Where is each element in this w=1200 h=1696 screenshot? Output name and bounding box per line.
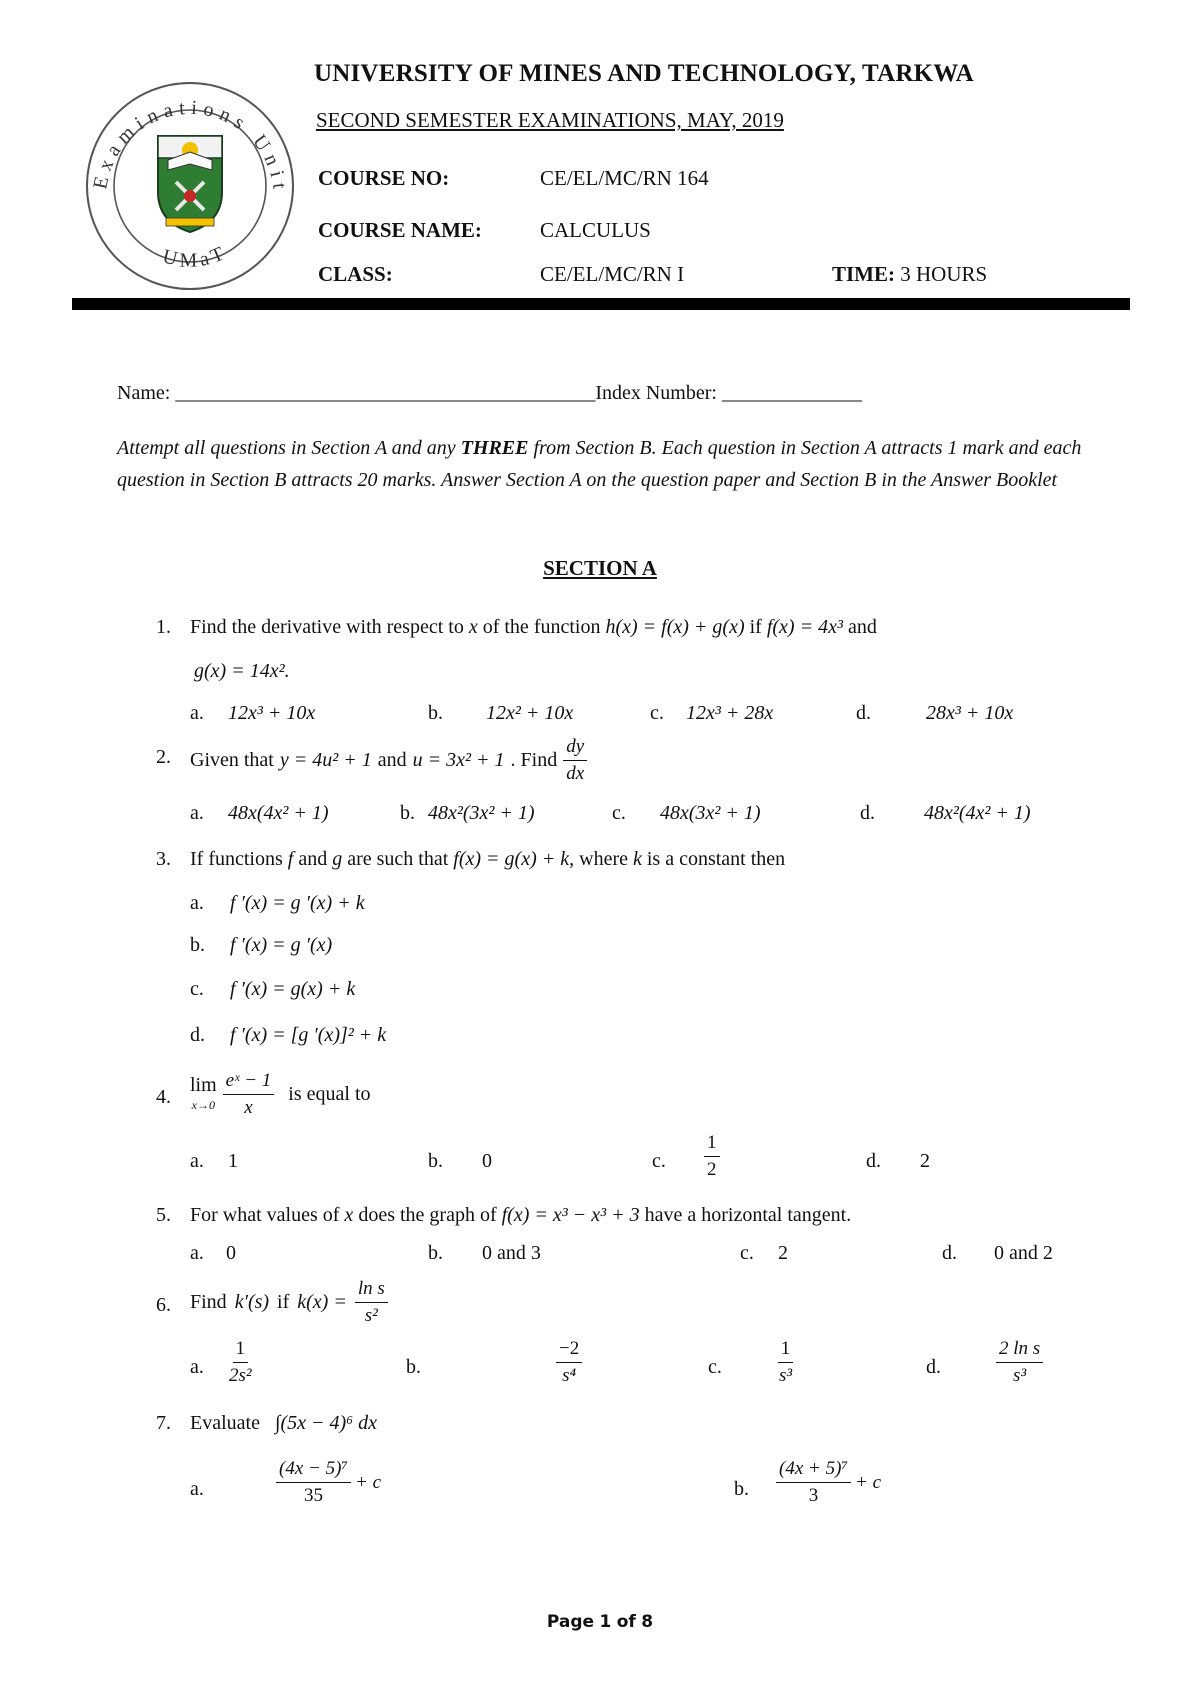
- index-blank[interactable]: ______________: [721, 382, 862, 404]
- q6-expr: k′(s): [234, 1291, 270, 1313]
- q1-opt-c-letter: c.: [650, 702, 664, 724]
- q3-k: k: [632, 848, 642, 870]
- examinations-unit-seal: [84, 80, 296, 292]
- q7-opt-b[interactable]: [776, 1456, 881, 1509]
- instructions-emphasis: THREE: [460, 437, 529, 459]
- q6-opt-a-den: 2s²: [229, 1365, 252, 1386]
- page-footer: [0, 1612, 1200, 1632]
- q7-opt-b-plus-c: + c: [855, 1471, 882, 1493]
- q5-stem3: have a horizontal tangent.: [644, 1204, 852, 1226]
- q6-frac-den: s²: [364, 1305, 378, 1326]
- q5-opt-a-letter: a.: [190, 1242, 204, 1264]
- q1-opt-b-letter: b.: [428, 702, 443, 724]
- q5-opt-b[interactable]: 0 and 3: [482, 1242, 541, 1264]
- q1-opt-a[interactable]: 12x³ + 10x: [228, 702, 316, 724]
- q6-opt-a-letter: a.: [190, 1356, 204, 1378]
- q6-opt-b-num: −2: [556, 1336, 582, 1363]
- q1-opt-a-letter: a.: [190, 702, 204, 724]
- q2-expr2: u = 3x² + 1: [412, 749, 505, 771]
- q1-text: [190, 616, 877, 639]
- time-label: TIME:: [832, 262, 895, 286]
- q1-opt-d-letter: d.: [856, 702, 871, 724]
- q1-expr3: g(x) = 14x².: [194, 660, 290, 682]
- time-field: [832, 262, 987, 287]
- q5-expr: f(x) = x³ − x³ + 3: [501, 1204, 640, 1226]
- q6-expr2: k(x) =: [297, 1291, 347, 1313]
- q3-and: and: [298, 848, 328, 870]
- section-title: SECTION A: [543, 556, 657, 580]
- q2-frac-den: dx: [566, 763, 585, 784]
- q3-opt-c[interactable]: f ′(x) = g(x) + k: [230, 978, 356, 1000]
- q1-expr: h(x) = f(x) + g(x): [605, 616, 745, 638]
- q1-stem2: of the function: [482, 616, 601, 638]
- q3-opt-b-letter: b.: [190, 934, 205, 956]
- instructions-part3: from Section B. Each question in Section A attracts 1 mark and each question in Section B attracts 20 marks. Answer Section A on the question paper and Section B in the Answer Booklet: [117, 437, 1082, 491]
- q5-opt-c-letter: c.: [740, 1242, 754, 1264]
- name-label: Name:: [117, 382, 171, 404]
- q3-where: , where: [569, 848, 628, 870]
- q4-opt-c[interactable]: [704, 1130, 720, 1183]
- q7-opt-a-num: (4x − 5)⁷: [276, 1456, 351, 1483]
- q1-and: and: [847, 616, 877, 638]
- q1-stem: Find the derivative with respect to: [190, 616, 464, 638]
- q6-fraction: [355, 1276, 388, 1329]
- q7-opt-a[interactable]: [276, 1456, 381, 1509]
- q2-find: . Find: [510, 749, 558, 771]
- q3-stem2: are such that: [347, 848, 449, 870]
- q7-opt-b-letter: b.: [734, 1478, 749, 1500]
- q3-stem4: is a constant then: [646, 848, 786, 870]
- footer-of-word: of: [616, 1612, 636, 1632]
- university-title: UNIVERSITY OF MINES AND TECHNOLOGY, TARKWA: [314, 60, 974, 87]
- q2-text: [190, 734, 587, 787]
- q7-expr: ∫(5x − 4)⁶ dx: [274, 1412, 377, 1434]
- q6-if: if: [277, 1291, 290, 1313]
- q3-stem: If functions: [190, 848, 283, 870]
- q7-text: [190, 1412, 377, 1435]
- q6-opt-a[interactable]: [226, 1336, 255, 1389]
- q4-text: [190, 1068, 371, 1121]
- q5-opt-b-letter: b.: [428, 1242, 443, 1264]
- q7-opt-a-plus-c: + c: [355, 1471, 382, 1493]
- q5-stem2: does the graph of: [358, 1204, 497, 1226]
- q4-fraction: [223, 1068, 275, 1121]
- q3-opt-a-letter: a.: [190, 892, 204, 914]
- q2-opt-c[interactable]: 48x(3x² + 1): [660, 802, 761, 824]
- q3-g: g: [332, 848, 343, 870]
- q6-stem: Find: [190, 1291, 227, 1313]
- q5-opt-c[interactable]: 2: [778, 1242, 788, 1264]
- course-name-value: CALCULUS: [540, 218, 651, 242]
- q2-opt-a-letter: a.: [190, 802, 204, 824]
- q2-opt-b[interactable]: 48x²(3x² + 1): [428, 802, 535, 824]
- q4-frac-num: eˣ − 1: [223, 1068, 275, 1095]
- q2-opt-b-letter: b.: [400, 802, 415, 824]
- q7-opt-a-letter: a.: [190, 1478, 204, 1500]
- q1-opt-b[interactable]: 12x² + 10x: [486, 702, 574, 724]
- q2-and: and: [377, 749, 407, 771]
- q2-opt-c-letter: c.: [612, 802, 626, 824]
- q4-opt-a[interactable]: 1: [228, 1150, 238, 1172]
- q6-opt-b-den: s⁴: [562, 1365, 577, 1386]
- q3-opt-b[interactable]: f ′(x) = g ′(x): [230, 934, 333, 956]
- q5-opt-a[interactable]: 0: [226, 1242, 236, 1264]
- q1-opt-d[interactable]: 28x³ + 10x: [926, 702, 1014, 724]
- q1-opt-c[interactable]: 12x³ + 28x: [686, 702, 774, 724]
- q6-opt-d-letter: d.: [926, 1356, 941, 1378]
- footer-page-total: 8: [641, 1612, 654, 1632]
- q6-opt-c[interactable]: [776, 1336, 795, 1389]
- q6-opt-a-num: 1: [233, 1336, 249, 1363]
- q6-text: [190, 1276, 388, 1329]
- q7-number: 7.: [156, 1412, 171, 1434]
- q6-opt-b-letter: b.: [406, 1356, 421, 1378]
- q7-opt-a-den: 35: [304, 1485, 323, 1506]
- q6-opt-d-num: 2 ln s: [996, 1336, 1043, 1363]
- q2-derivative-fraction: [563, 734, 587, 787]
- q2-expr: y = 4u² + 1: [279, 749, 372, 771]
- q4-lim: lim: [190, 1073, 217, 1096]
- q6-opt-d[interactable]: [996, 1336, 1043, 1389]
- q1-expr2: f(x) = 4x³: [766, 616, 843, 638]
- q3-number: 3.: [156, 848, 171, 870]
- q7-opt-b-den: 3: [808, 1485, 819, 1506]
- q7-stem: Evaluate: [190, 1412, 260, 1434]
- course-name-label: COURSE NAME:: [318, 218, 482, 242]
- footer-page-number: 1: [599, 1612, 612, 1632]
- seal-top-text: Examinations Unit: [89, 96, 292, 196]
- q3-opt-d[interactable]: f ′(x) = [g ′(x)]² + k: [230, 1024, 387, 1046]
- q3-opt-d-letter: d.: [190, 1024, 205, 1046]
- q3-text: [190, 848, 785, 871]
- q4-limit: [190, 1075, 217, 1115]
- q3-opt-a[interactable]: f ′(x) = g ′(x) + k: [230, 892, 365, 914]
- q6-opt-d-den: s³: [1013, 1365, 1027, 1386]
- instructions-part2: and any: [391, 437, 456, 459]
- q3-f: f: [287, 848, 294, 870]
- name-blank[interactable]: __________________________________________: [175, 382, 596, 404]
- footer-page-word: Page: [546, 1612, 595, 1632]
- q4-opt-c-num: 1: [704, 1130, 720, 1157]
- student-info-line: [117, 382, 862, 405]
- q6-opt-b[interactable]: [556, 1336, 582, 1389]
- q5-text: [190, 1204, 851, 1227]
- q6-opt-c-den: s³: [779, 1365, 793, 1386]
- course-no-value: CE/EL/MC/RN 164: [540, 166, 709, 190]
- q2-stem: Given that: [190, 749, 274, 771]
- q7-opt-b-num: (4x + 5)⁷: [776, 1456, 851, 1483]
- q4-opt-c-den: 2: [707, 1159, 717, 1180]
- time-value: 3 HOURS: [900, 262, 988, 286]
- q3-opt-c-letter: c.: [190, 978, 204, 1000]
- header-rule: [72, 298, 1130, 310]
- q1-number: 1.: [156, 616, 171, 638]
- q5-opt-d-letter: d.: [942, 1242, 957, 1264]
- q2-opt-d-letter: d.: [860, 802, 875, 824]
- q3-expr: f(x) = g(x) + k: [453, 848, 570, 870]
- q4-opt-d-letter: d.: [866, 1150, 881, 1172]
- q6-opt-c-num: 1: [778, 1336, 794, 1363]
- q4-opt-b[interactable]: 0: [482, 1150, 492, 1172]
- q4-opt-a-letter: a.: [190, 1150, 204, 1172]
- q5-number: 5.: [156, 1204, 171, 1226]
- q1-var: x: [468, 616, 478, 638]
- seal-graphic: [84, 80, 296, 292]
- instructions-part1: Attempt all questions in Section A: [117, 437, 387, 459]
- q4-opt-d[interactable]: 2: [920, 1150, 930, 1172]
- seal-bottom-text: UMaT: [160, 241, 231, 272]
- class-value: CE/EL/MC/RN I: [540, 262, 685, 286]
- q2-opt-a[interactable]: 48x(4x² + 1): [228, 802, 329, 824]
- q4-number: 4.: [156, 1086, 171, 1108]
- q4-stem: is equal to: [288, 1083, 371, 1105]
- q2-frac-num: dy: [563, 734, 587, 761]
- q4-opt-c-letter: c.: [652, 1150, 666, 1172]
- index-label: Index Number:: [595, 382, 717, 404]
- q4-lim-sub: x→0: [191, 1097, 215, 1112]
- instructions: [117, 432, 1107, 496]
- q2-number: 2.: [156, 746, 171, 768]
- q5-var: x: [344, 1204, 354, 1226]
- q1-if: if: [749, 616, 762, 638]
- q4-opt-b-letter: b.: [428, 1150, 443, 1172]
- class-label: CLASS:: [318, 262, 393, 286]
- q6-frac-num: ln s: [355, 1276, 388, 1303]
- q5-opt-d[interactable]: 0 and 2: [994, 1242, 1053, 1264]
- course-no-label: COURSE NO:: [318, 166, 450, 190]
- q2-opt-d[interactable]: 48x²(4x² + 1): [924, 802, 1031, 824]
- q6-opt-c-letter: c.: [708, 1356, 722, 1378]
- q4-opt-c-fraction: [704, 1130, 720, 1183]
- q4-frac-den: x: [244, 1097, 253, 1118]
- crest-icon: [158, 136, 222, 232]
- exam-title: SECOND SEMESTER EXAMINATIONS, MAY, 2019: [316, 108, 784, 132]
- q5-stem: For what values of: [190, 1204, 340, 1226]
- q6-number: 6.: [156, 1294, 171, 1316]
